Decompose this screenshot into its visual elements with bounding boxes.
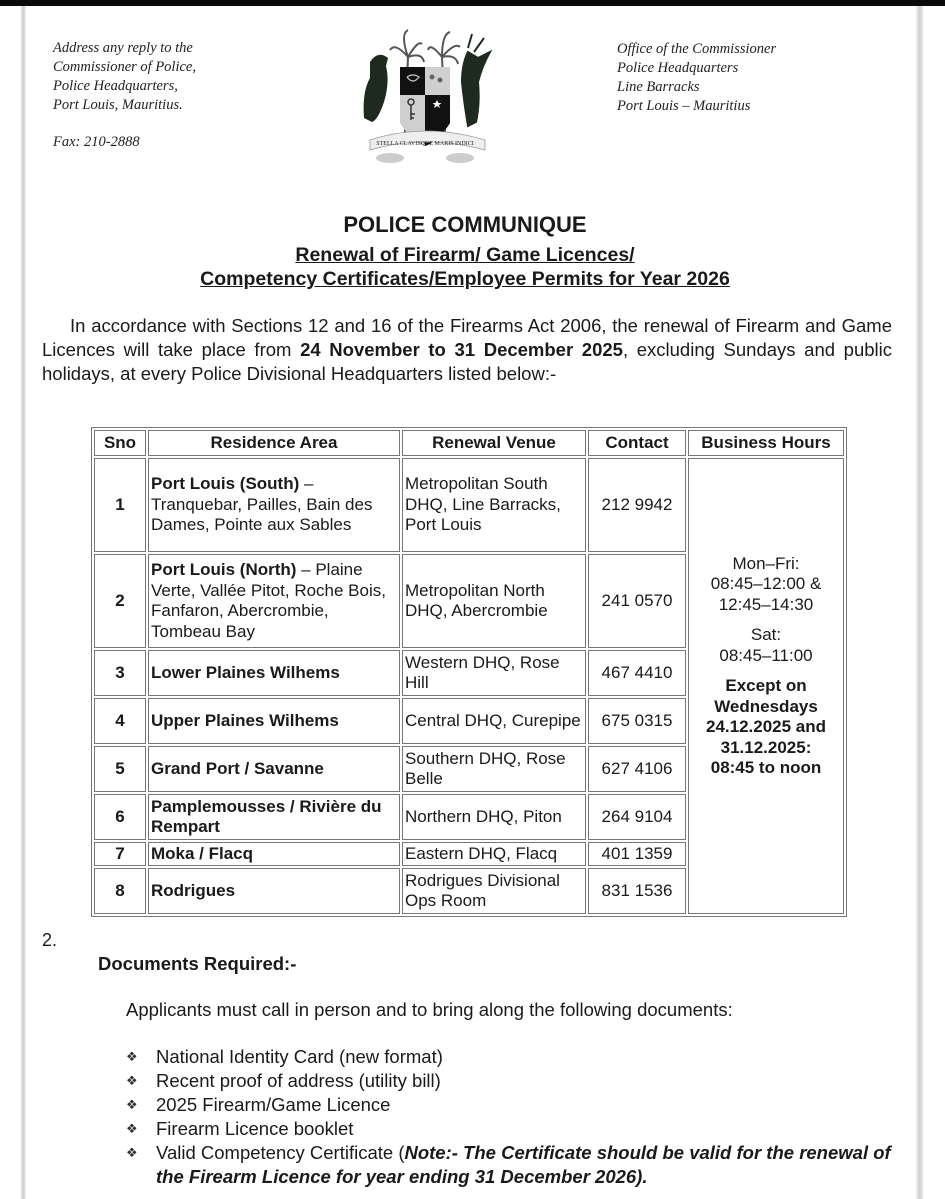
list-item [126,1045,896,1069]
cell-sno: 6 [94,794,146,840]
intro-text: , excluding Sundays and public holidays, at every Police Divisional Headquarters listed below:- [42,339,893,384]
competency-note: Note:- The Certificate should be valid for the renewal of the Firearm Licence for year ending 31 December 2026). [156,1142,891,1187]
cell-contact: 831 1536 [588,868,686,914]
header-residence-area: Residence Area [148,430,400,456]
document-item: Valid Competency Certificate ( [156,1142,405,1163]
intro-paragraph [42,314,892,386]
header-sno: Sno [94,430,146,456]
cell-residence-area: Rodrigues [148,868,400,914]
exception-line: 24.12.2025 and [705,717,827,736]
cell-contact: 467 4410 [588,650,686,696]
cell-sno: 5 [94,746,146,792]
header-contact: Contact [588,430,686,456]
office-address-line: Police Headquarters [617,60,739,76]
list-item [126,1141,896,1189]
saturday-hours-line: 08:45–11:00 [719,645,813,665]
cell-sno: 2 [94,554,146,648]
office-address-line: Line Barracks [617,79,700,95]
document-item: 2025 Firearm/Game Licence [156,1094,391,1115]
coat-of-arms-icon [350,22,500,167]
diamond-bullet-icon: ❖ [126,1049,138,1064]
cell-residence-area: Lower Plaines Wilhems [148,650,400,696]
cell-residence-area: Moka / Flacq [148,842,400,866]
header-business-hours: Business Hours [688,430,844,456]
weekday-hours [691,554,841,616]
page-edge-right [916,6,923,1199]
cell-contact: 241 0570 [588,554,686,648]
cell-contact: 401 1359 [588,842,686,866]
diamond-bullet-icon: ❖ [126,1121,138,1136]
area-name: Port Louis (South) [151,474,300,494]
table-header-row [94,430,844,456]
cell-sno: 8 [94,868,146,914]
exception-line: 31.12.2025: [720,737,812,757]
reply-address-line: Police Headquarters, [53,78,178,94]
reply-address-line: Port Louis, Mauritius. [53,97,183,113]
paragraph-number: 2. [42,930,58,950]
cell-sno: 1 [94,458,146,552]
list-item [126,1117,896,1141]
cell-residence-area: Grand Port / Savanne [148,746,400,792]
documents-required-heading: Documents Required:- [98,953,297,974]
area-name: Port Louis (North) [151,560,297,579]
exception-line: 08:45 to noon [710,758,822,777]
weekday-label: Mon–Fri: [732,553,800,573]
list-item [126,1069,896,1093]
page-title: POLICE COMMUNIQUE [343,212,587,237]
diamond-bullet-icon: ❖ [126,1097,138,1112]
renewal-venues-table [91,427,847,917]
weekday-hours-line: 12:45–14:30 [718,594,814,614]
cell-renewal-venue: Western DHQ, Rose Hill [402,650,586,696]
fax-number: Fax: 210-2888 [53,134,140,150]
exception-line: Except on [725,676,807,695]
motto-text: STELLA CLAVISQUE MARIS INDICI [376,141,474,147]
cell-sno: 7 [94,842,146,866]
cell-business-hours [688,458,844,914]
office-address-line: Port Louis – Mauritius [617,98,751,114]
cell-contact: 627 4106 [588,746,686,792]
table-row [94,458,844,552]
dodo-supporter [364,55,388,122]
cell-contact: 675 0315 [588,698,686,744]
stag-supporter [462,34,490,126]
documents-intro: Applicants must call in person and to bring along the following documents: [126,999,733,1020]
saturday-label: Sat: [750,625,782,644]
saturday-hours [691,625,841,666]
cell-residence-area [148,554,400,648]
document-item: Recent proof of address (utility bill) [156,1070,441,1091]
header-renewal-venue: Renewal Venue [402,430,586,456]
cell-sno: 4 [94,698,146,744]
cell-renewal-venue: Northern DHQ, Piton [402,794,586,840]
list-item [126,1093,896,1117]
page-subtitle-line-1: Renewal of Firearm/ Game Licences/ [295,244,635,266]
reply-address [53,39,196,115]
documents-list [126,1045,896,1189]
office-address-line: Office of the Commissioner [617,41,777,57]
diamond-bullet-icon: ❖ [126,1145,138,1160]
area-localities: – Plaine Verte, Vallée Pitot, Roche Bois, Fanfaron, Abercrombie, Tombeau Bay [151,560,386,641]
exception-line: Wednesdays [714,696,818,716]
cell-renewal-venue: Rodrigues Divisional Ops Room [402,868,586,914]
top-bar [0,0,945,6]
cell-renewal-venue: Southern DHQ, Rose Belle [402,746,586,792]
page-edge-left [21,6,26,1199]
intro-text: In accordance with Sections 12 and 16 of the Firearms Act 2006, the renewal of Firearm and Game Licences will take place from [42,315,892,360]
cell-sno: 3 [94,650,146,696]
cell-contact: 212 9942 [588,458,686,552]
reply-address-line: Commissioner of Police, [53,59,196,75]
cell-renewal-venue: Metropolitan North DHQ, Abercrombie [402,554,586,648]
cell-contact: 264 9104 [588,794,686,840]
cell-residence-area [148,458,400,552]
reply-address-line: Address any reply to the [53,40,193,56]
cell-residence-area: Upper Plaines Wilhems [148,698,400,744]
area-localities: – Tranquebar, Pailles, Bain des Dames, Pointe aux Sables [151,474,373,535]
document-item: National Identity Card (new format) [156,1046,443,1067]
cell-renewal-venue: Central DHQ, Curepipe [402,698,586,744]
cell-residence-area: Pamplemousses / Rivière du Rempart [148,794,400,840]
cell-renewal-venue: Eastern DHQ, Flacq [402,842,586,866]
page-subtitle-line-2: Competency Certificates/Employee Permits for Year 2026 [200,268,730,290]
exception-hours [691,676,841,779]
diamond-bullet-icon: ❖ [126,1073,138,1088]
document-item: Firearm Licence booklet [156,1118,354,1139]
cell-renewal-venue: Metropolitan South DHQ, Line Barracks, Port Louis [402,458,586,552]
renewal-period: 24 November to 31 December 2025 [300,339,623,360]
weekday-hours-line: 08:45–12:00 & [710,574,822,593]
office-address [617,40,776,116]
